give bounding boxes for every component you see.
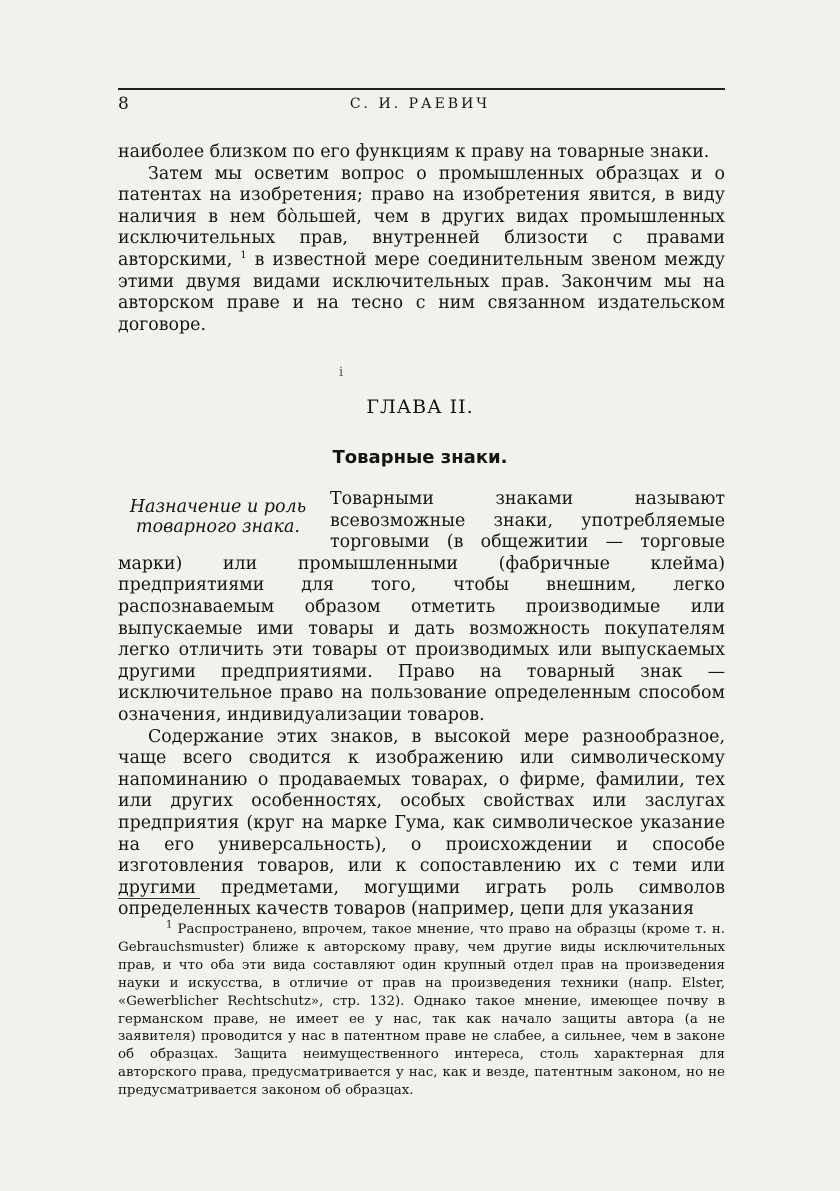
stray-mark: i bbox=[339, 365, 344, 380]
intro-paragraph-1: наиболее близком по его функциям к праву на товарные знаки. bbox=[118, 142, 710, 162]
intro-paragraph-2-part-2: в известной мере соединительным звеном между этими двумя видами исключительных прав. Закончим мы на авторском праве и на тесно с ним связанном издательском договоре. bbox=[118, 249, 726, 335]
footnote-text: Распространено, впрочем, такое мнение, что право на образцы (кроме т. н. Gebrauchsmuster) ближе к авторскому праву, чем другие виды исключительных прав, и что оба эти вида составляют один крупный отдел прав на произведения науки и искусства, в отличие от прав на произведения техники (напр. Elster, «Gewerblicher Rechtschutz», стр. 132). Однако такое мнение, имеющее почву в германском праве, не имеет ее у нас, так как начало защиты автора (а не заявителя) проводится у нас в патентном праве не слабее, а сильнее, чем в законе об образцах. Защита неимущественного интереса, столь характерная для авторского права, предусматривается у нас, как и везде, патентным законом, но не предусматривается законом об образцах. bbox=[118, 922, 725, 1099]
intro-paragraph-2 bbox=[118, 164, 725, 337]
main-paragraph-2: Содержание этих знаков, в высокой мере разнообразное, чаще всего сводится к изображению или символическому напоминанию о продаваемых товарах, о фирме, фамилии, тех или других особенностях, особых свойствах или заслугах предприятия (круг на марке Гума, как символическое указание на его универсальность), о происхождении и способе изготовления товаров, или к сопоставлению их с теми или другими предметами, могущими играть роль символов определенных качеств товаров (например, цепи для указания bbox=[118, 726, 725, 920]
header-rule bbox=[118, 88, 725, 90]
main-text bbox=[118, 489, 725, 921]
footnote-mark: 1 bbox=[166, 919, 173, 931]
footnote-reference: 1 bbox=[240, 250, 247, 262]
footnote bbox=[118, 921, 725, 1100]
margin-note-space bbox=[118, 489, 330, 551]
intro-text bbox=[118, 142, 725, 336]
margin-note: Назначение и роль товарного знака. bbox=[129, 497, 307, 537]
running-head: С. И. РАЕВИЧ bbox=[349, 96, 491, 112]
section-title: Товарные знаки. bbox=[332, 447, 508, 468]
chapter-title: ГЛАВА II. bbox=[366, 396, 474, 418]
footnote-rule bbox=[118, 898, 200, 899]
main-paragraph-1: Товарными знаками называют всевозможные знаки, употребляемые торговыми (в общежитии — торговые марки) или промышленными (фабричные клейма) предприятиями для того, чтобы внешним, легко распознаваемым образом отметить производимые или выпускаемые ими товары и дать возможность покупателям легко отличить эти товары от производимых или выпускаемых другими предприятиями. Право на товарный знак — исключительное право на пользование определенным способом означения, индивидуализации товаров. bbox=[118, 489, 725, 725]
intro-paragraph-2-part-1: Затем мы осветим вопрос о промышленных образцах и о патентах на изобретения; право на изобретения явится, в виду наличия в нем бо̀льшей, чем в других видах промышленных исключительных прав, внутренней близости с правами авторскими, bbox=[118, 163, 725, 270]
page-number: 8 bbox=[118, 94, 129, 114]
